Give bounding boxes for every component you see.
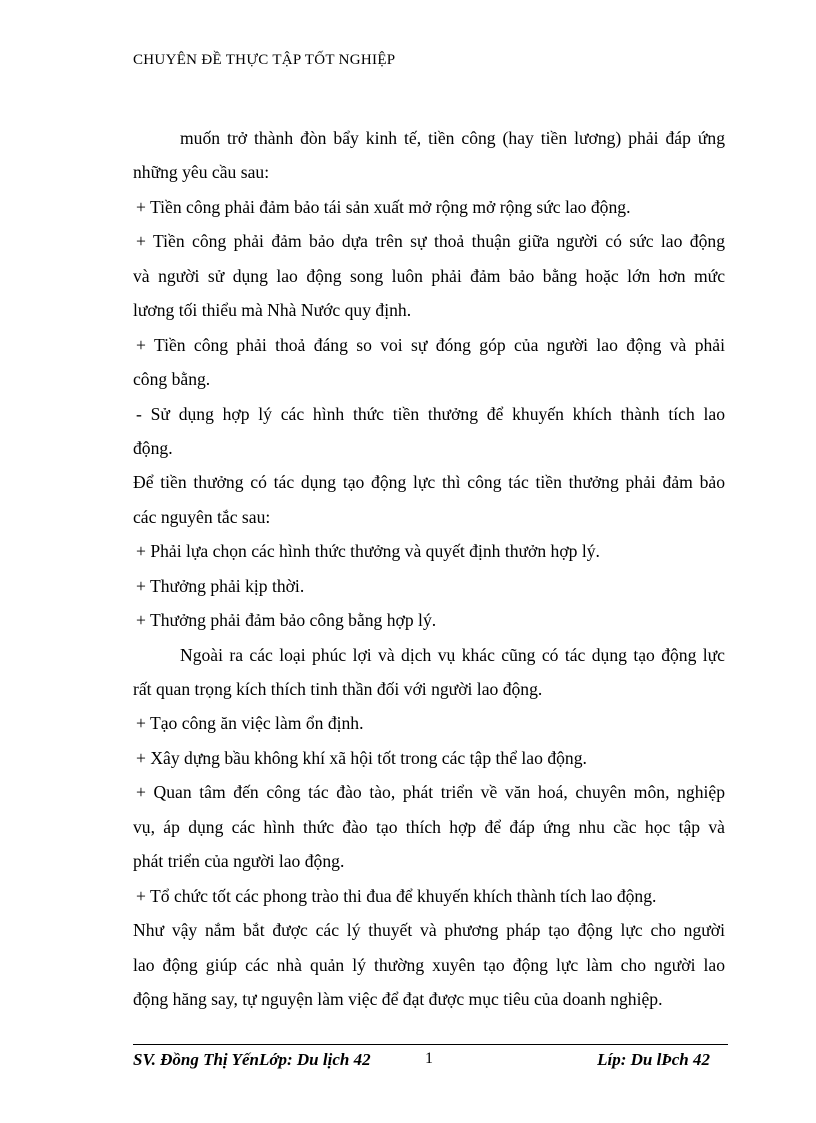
text-line: lao động giúp các nhà quản lý thường xuyên tạo động lực làm cho người lao: [133, 954, 725, 975]
text-line: các nguyên tắc sau:: [133, 506, 271, 527]
text-line: Như vậy nắm bắt được các lý thuyết và phương pháp tạo động lực cho người: [133, 920, 725, 941]
text-line: + Tiền công phải thoả đáng so voi sự đóng góp của người lao động và phải: [136, 334, 725, 355]
text-line: + Thưởng phải kịp thời.: [136, 575, 305, 596]
page-header: CHUYÊN ĐỀ THỰC TẬP TỐT NGHIỆP: [133, 52, 396, 68]
text-line: phát triển của người lao động.: [133, 851, 345, 872]
text-line: + Thưởng phải đảm bảo công bằng hợp lý.: [136, 610, 437, 631]
text-line: - Sử dụng hợp lý các hình thức tiền thưởng để khuyến khích thành tích lao: [136, 403, 725, 424]
page-number: 1: [425, 1050, 433, 1067]
text-line: động hăng say, tự nguyện làm việc để đạt được mục tiêu của doanh nghiệp.: [133, 988, 663, 1009]
page-footer: [133, 1050, 728, 1074]
footer-student: SV. Đồng Thị YếnLớp: Du lịch 42: [133, 1050, 371, 1069]
text-line: Để tiền thưởng có tác dụng tạo động lực thì công tác tiền thưởng phải đảm bảo: [133, 472, 725, 493]
body-text: [133, 121, 725, 1016]
text-line: lương tối thiểu mà Nhà Nước quy định.: [133, 300, 412, 321]
text-line: + Tiền công phải đảm bảo dựa trên sự thoả thuận giữa người có sức lao động: [136, 231, 725, 252]
text-line: + Tiền công phải đảm bảo tái sản xuất mở rộng mở rộng sức lao động.: [136, 196, 631, 217]
text-line: + Tạo công ăn việc làm ổn định.: [136, 713, 364, 734]
text-line: + Tổ chức tốt các phong trào thi đua để khuyến khích thành tích lao động.: [136, 885, 657, 906]
text-line: muốn trở thành đòn bẩy kinh tế, tiền công (hay tiền lương) phải đáp ứng: [180, 128, 725, 148]
text-line: động.: [133, 437, 173, 458]
text-line: + Quan tâm đến công tác đào tào, phát triển về văn hoá, chuyên môn, nghiệp: [136, 782, 725, 803]
text-line: + Xây dựng bầu không khí xã hội tốt trong các tập thể lao động.: [136, 747, 587, 768]
footer-class: Líp: Du lÞch 42: [597, 1050, 710, 1069]
text-line: công bằng.: [133, 369, 211, 390]
text-line: vụ, áp dụng các hình thức đào tạo thích hợp để đáp ứng nhu cầc học tập và: [133, 816, 725, 837]
text-line: những yêu cầu sau:: [133, 162, 270, 183]
text-line: Ngoài ra các loại phúc lợi và dịch vụ khác cũng có tác dụng tạo động lực: [180, 644, 725, 665]
text-line: rất quan trọng kích thích tinh thần đối với người lao động.: [133, 679, 543, 699]
text-line: và người sử dụng lao động song luôn phải đảm bảo bằng hoặc lớn hơn mức: [133, 265, 725, 286]
footer-divider: [133, 1044, 728, 1045]
text-line: + Phải lựa chọn các hình thức thưởng và quyết định thưởn hợp lý.: [136, 541, 600, 562]
